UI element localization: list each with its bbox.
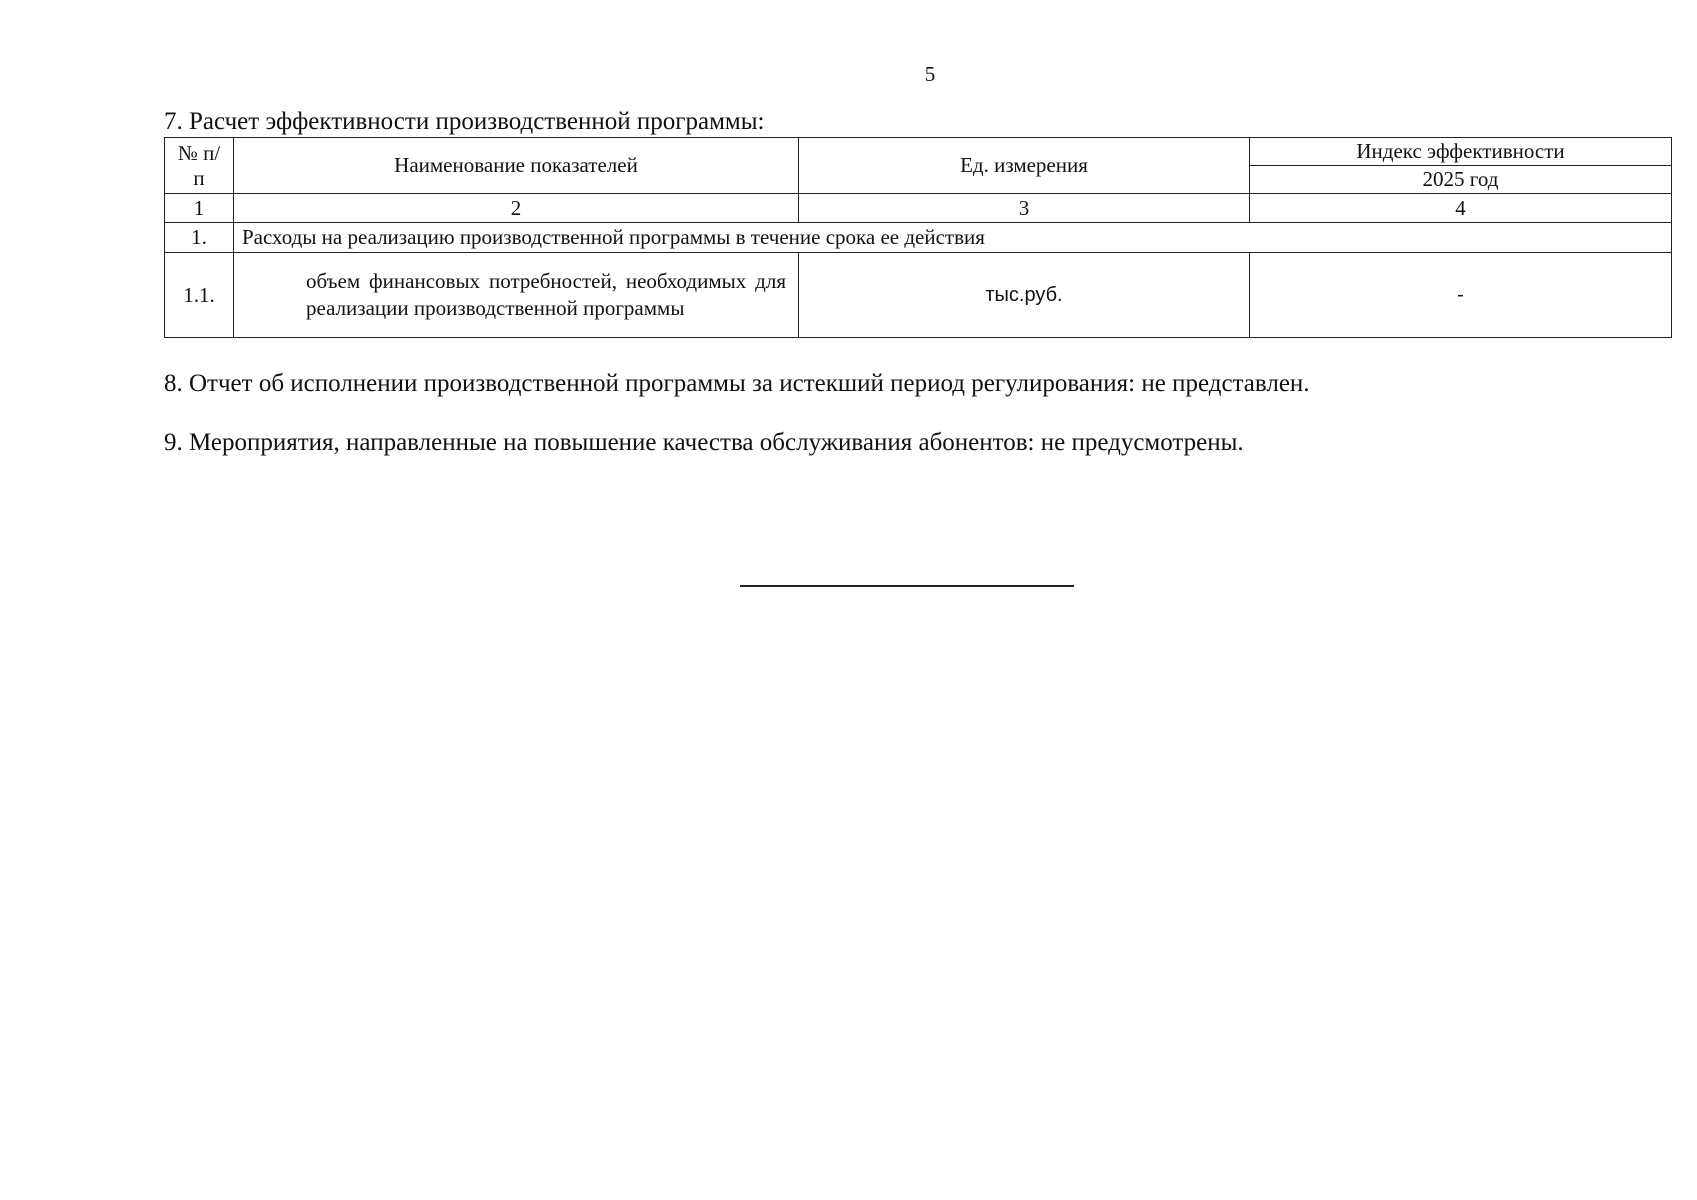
column-number-cell: 2 xyxy=(234,194,799,223)
row-num-cell: 1.1. xyxy=(165,253,234,338)
header-unit-cell: Ед. измерения xyxy=(799,138,1250,194)
page-number: 5 xyxy=(924,62,936,86)
header-year-cell: 2025 год xyxy=(1250,166,1672,194)
column-number-cell: 1 xyxy=(165,194,234,223)
closing-line xyxy=(740,585,1074,587)
column-number-cell: 3 xyxy=(799,194,1250,223)
section-9-text: 9. Мероприятия, направленные на повышение качества обслуживания абонентов: не предусмотрены. xyxy=(164,429,1244,456)
group-row xyxy=(165,223,1672,253)
row-unit-cell: тыс.руб. xyxy=(799,253,1250,338)
header-index-cell: Индекс эффективности xyxy=(1250,138,1672,166)
row-value-cell: - xyxy=(1250,253,1672,338)
header-num-cell: № п/п xyxy=(165,138,234,194)
section-8-text: 8. Отчет об исполнении производственной программы за истекший период регулирования: не представлен. xyxy=(164,370,1310,397)
header-name-cell: Наименование показателей xyxy=(234,138,799,194)
group-row-num: 1. xyxy=(165,223,234,253)
table-row xyxy=(165,253,1672,338)
group-row-text: Расходы на реализацию производственной программы в течение срока ее действия xyxy=(234,223,1672,253)
row-name-cell: объем финансовых потребностей, необходимых для реализации производственной программы xyxy=(234,253,799,338)
efficiency-table xyxy=(164,137,1672,338)
column-number-cell: 4 xyxy=(1250,194,1672,223)
section-7-title: 7. Расчет эффективности производственной программы: xyxy=(164,108,765,135)
column-number-row xyxy=(165,194,1672,223)
